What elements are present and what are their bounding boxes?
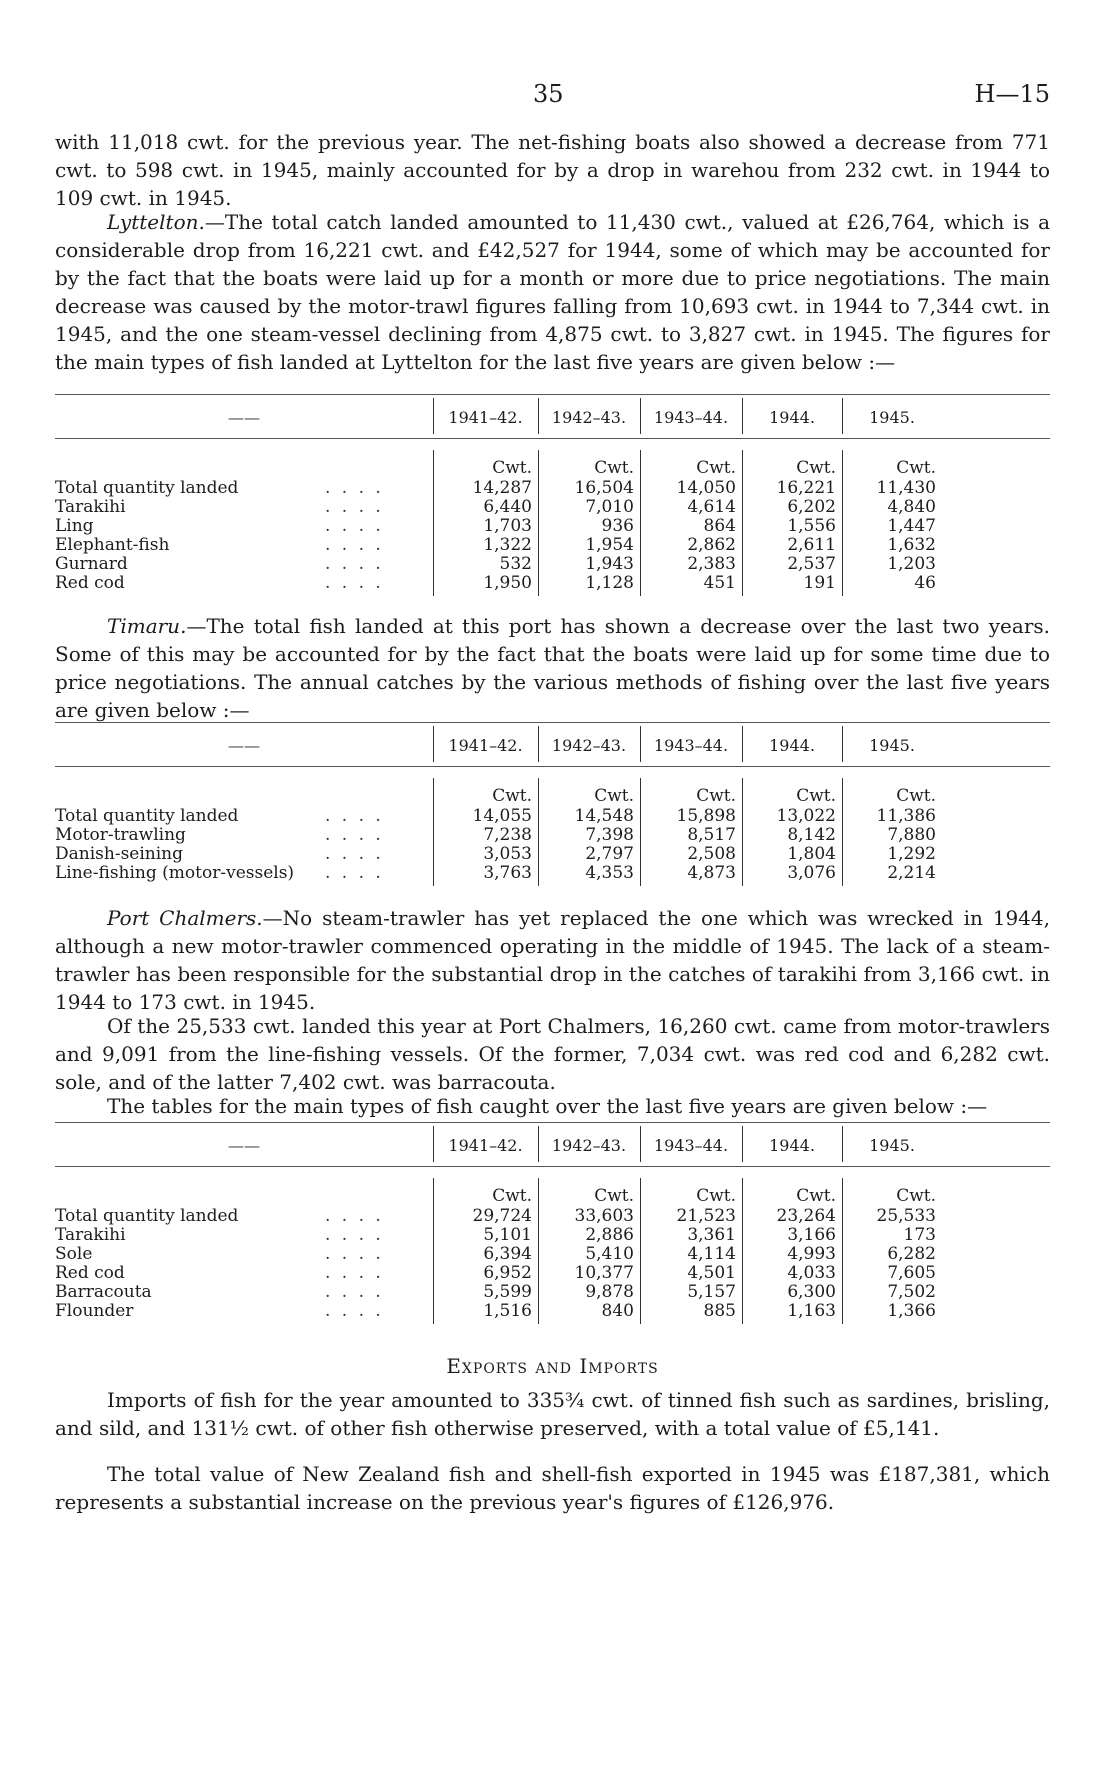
port-chalmers-table-cell: 4,114 [687, 1244, 736, 1264]
port-chalmers-table-column-header: 1943–44. [653, 1136, 729, 1155]
timaru-table-cell: 2,214 [887, 863, 936, 883]
timaru-table-unit-label: Cwt. [696, 786, 736, 806]
timaru-table-header-divider [742, 726, 743, 762]
timaru-table-cell: 3,763 [483, 863, 532, 883]
timaru-table-row-label: Line-fishing (motor-vessels) [55, 863, 295, 883]
section-title-exports-imports: Exports and Imports [446, 1354, 659, 1378]
lyttelton-table-cell: 6,440 [483, 497, 532, 517]
lyttelton-table-column-divider [538, 450, 539, 596]
timaru-table-cell: 7,238 [483, 825, 532, 845]
lyttelton-heading: Lyttelton. [107, 210, 205, 234]
timaru-table-stub-header: —— [228, 736, 260, 755]
lyttelton-table-cell: 4,840 [887, 497, 936, 517]
lyttelton-table-header-divider [538, 398, 539, 434]
port-chalmers-table-unit-label: Cwt. [796, 1186, 836, 1206]
timaru-table-column-header: 1942–43. [551, 736, 627, 755]
lyttelton-table-cell: 864 [703, 516, 736, 536]
lyttelton-table-cell: 2,383 [687, 554, 736, 574]
port-chalmers-table-cell: 5,157 [687, 1282, 736, 1302]
port-chalmers-table-dot-leader: . . . . [325, 1301, 384, 1321]
lyttelton-table-cell: 532 [499, 554, 532, 574]
lyttelton-table-row-label: Gurnard [55, 554, 128, 574]
timaru-table-cell: 7,880 [887, 825, 936, 845]
timaru-table-dot-leader: . . . . [325, 825, 384, 845]
port-chalmers-table-cell: 1,366 [887, 1301, 936, 1321]
timaru-table-column-header: 1943–44. [653, 736, 729, 755]
lyttelton-table-column-header: 1943–44. [653, 408, 729, 427]
port-chalmers-table-cell: 885 [703, 1301, 736, 1321]
lyttelton-table-header-divider [842, 398, 843, 434]
table-lyttelton [55, 394, 1050, 606]
port-chalmers-table-cell: 33,603 [574, 1206, 634, 1226]
lyttelton-text: —The total catch landed amounted to 11,430 cwt., valued at £26,764, which is a considerable drop from 16,221 cwt. and £42,527 for 1944, some of which may be accounted for by the fact that the boats were laid up for a month or more due to price negotiations. The main decrease was caused by the motor-trawl figures falling from 10,693 cwt. in 1944 to 7,344 cwt. in 1945, and the one steam-vessel declining from 4,875 cwt. to 3,827 cwt. in 1945. The figures for the main types of fish landed at Lyttelton for the last five years are given below :— [55, 210, 1050, 374]
port-chalmers-table-row-label: Barracouta [55, 1282, 152, 1302]
port-chalmers-table-row-label: Red cod [55, 1263, 125, 1283]
timaru-table-cell: 11,386 [876, 806, 936, 826]
port-chalmers-table-dot-leader: . . . . [325, 1244, 384, 1264]
lyttelton-table-cell: 11,430 [876, 478, 936, 498]
port-chalmers-table-cell: 6,394 [483, 1244, 532, 1264]
lyttelton-table-dot-leader: . . . . [325, 535, 384, 555]
port-chalmers-table-header-divider [640, 1126, 641, 1162]
lyttelton-table-column-header: 1941–42. [448, 408, 523, 427]
timaru-table-cell: 15,898 [676, 806, 736, 826]
port-chalmers-table-column-divider [433, 1178, 434, 1324]
port-chalmers-table-cell: 5,101 [483, 1225, 532, 1245]
lyttelton-table-dot-leader: . . . . [325, 497, 384, 517]
timaru-table-column-header: 1944. [769, 736, 815, 755]
timaru-table-cell: 14,548 [574, 806, 634, 826]
port-chalmers-table-cell: 7,502 [887, 1282, 936, 1302]
lyttelton-table-dot-leader: . . . . [325, 478, 384, 498]
lyttelton-table-column-divider [433, 450, 434, 596]
lyttelton-table-cell: 14,050 [676, 478, 736, 498]
paragraph-timaru [55, 612, 1050, 724]
lyttelton-table-cell: 1,447 [887, 516, 936, 536]
page-number: 35 [533, 80, 564, 108]
lyttelton-table-cell: 7,010 [585, 497, 634, 517]
timaru-text: —The total fish landed at this port has shown a decrease over the last two years. Some of this may be accounted for by the fact that the boats were laid up for some time due to price negotiations. The annual catches by the various methods of fishing over the last five years are given below :— [55, 614, 1050, 722]
lyttelton-table-cell: 1,954 [585, 535, 634, 555]
lyttelton-table-column-divider [640, 450, 641, 596]
timaru-table-header-divider [433, 726, 434, 762]
lyttelton-table-dot-leader: . . . . [325, 573, 384, 593]
page-header [55, 80, 1050, 110]
port-chalmers-table-cell: 2,886 [585, 1225, 634, 1245]
port-chalmers-table-header-divider [433, 1126, 434, 1162]
lyttelton-table-unit-label: Cwt. [896, 458, 936, 478]
port-chalmers-table-cell: 3,166 [787, 1225, 836, 1245]
lyttelton-table-unit-label: Cwt. [594, 458, 634, 478]
timaru-table-cell: 3,076 [787, 863, 836, 883]
lyttelton-table-top-rule [55, 394, 1050, 395]
lyttelton-table-cell: 1,703 [483, 516, 532, 536]
port-chalmers-table-cell: 25,533 [876, 1206, 936, 1226]
port-chalmers-table-column-header: 1941–42. [448, 1136, 523, 1155]
timaru-heading: Timaru. [107, 614, 187, 638]
port-chalmers-table-header-divider [742, 1126, 743, 1162]
port-chalmers-table-cell: 3,361 [687, 1225, 736, 1245]
lyttelton-table-row-label: Elephant-fish [55, 535, 170, 555]
lyttelton-table-dot-leader: . . . . [325, 516, 384, 536]
lyttelton-table-cell: 4,614 [687, 497, 736, 517]
port-chalmers-table-cell: 1,516 [483, 1301, 532, 1321]
lyttelton-table-header-rule [55, 438, 1050, 439]
timaru-table-cell: 8,517 [687, 825, 736, 845]
port-chalmers-table-cell: 10,377 [574, 1263, 634, 1283]
timaru-table-dot-leader: . . . . [325, 844, 384, 864]
timaru-table-cell: 4,353 [585, 863, 634, 883]
port-chalmers-table-row-label: Total quantity landed [55, 1206, 239, 1226]
table-timaru [55, 722, 1050, 894]
port-chalmers-table-cell: 23,264 [776, 1206, 836, 1226]
port-chalmers-table-cell: 4,501 [687, 1263, 736, 1283]
timaru-table-top-rule [55, 722, 1050, 723]
lyttelton-table-column-header: 1945. [869, 408, 915, 427]
port-chalmers-table-unit-label: Cwt. [594, 1186, 634, 1206]
timaru-table-row-label: Total quantity landed [55, 806, 239, 826]
port-chalmers-text: —No steam-trawler has yet replaced the one which was wrecked in 1944, although a new motor-trawler commenced operating in the middle of 1945. The lack of a steam-trawler has been responsible for the substantial drop in the catches of tarakihi from 3,166 cwt. in 1944 to 173 cwt. in 1945. [55, 906, 1050, 1014]
lyttelton-table-unit-label: Cwt. [696, 458, 736, 478]
port-chalmers-table-row-label: Flounder [55, 1301, 134, 1321]
paragraph-port-chalmers-3: The tables for the main types of fish caught over the last five years are given below :— [107, 1094, 988, 1118]
timaru-table-cell: 2,797 [585, 844, 634, 864]
paragraph-imports: Imports of fish for the year amounted to 335¾ cwt. of tinned fish such as sardines, brisling, and sild, and 131½ cwt. of other fish otherwise preserved, with a total value of £5,141. [55, 1388, 1050, 1440]
lyttelton-table-cell: 16,504 [574, 478, 634, 498]
port-chalmers-table-cell: 6,282 [887, 1244, 936, 1264]
lyttelton-table-cell: 2,862 [687, 535, 736, 555]
port-chalmers-table-unit-label: Cwt. [696, 1186, 736, 1206]
port-chalmers-table-cell: 4,993 [787, 1244, 836, 1264]
lyttelton-table-cell: 1,556 [787, 516, 836, 536]
timaru-table-cell: 13,022 [776, 806, 836, 826]
port-chalmers-table-column-header: 1942–43. [551, 1136, 627, 1155]
timaru-table-column-divider [538, 778, 539, 886]
lyttelton-table-cell: 1,950 [483, 573, 532, 593]
timaru-table-dot-leader: . . . . [325, 806, 384, 826]
lyttelton-table-stub-header: —— [228, 408, 260, 427]
port-chalmers-table-cell: 4,033 [787, 1263, 836, 1283]
port-chalmers-table-stub-header: —— [228, 1136, 260, 1155]
paragraph-lyttelton [55, 208, 1050, 376]
port-chalmers-table-header-divider [842, 1126, 843, 1162]
timaru-table-row-label: Motor-trawling [55, 825, 186, 845]
port-chalmers-table-row-label: Sole [55, 1244, 93, 1264]
port-chalmers-table-row-label: Tarakihi [55, 1225, 126, 1245]
lyttelton-table-unit-label: Cwt. [796, 458, 836, 478]
port-chalmers-table-dot-leader: . . . . [325, 1225, 384, 1245]
port-chalmers-table-header-rule [55, 1166, 1050, 1167]
timaru-table-header-divider [842, 726, 843, 762]
lyttelton-table-row-label: Total quantity landed [55, 478, 239, 498]
port-chalmers-table-dot-leader: . . . . [325, 1282, 384, 1302]
port-chalmers-table-cell: 5,410 [585, 1244, 634, 1264]
port-chalmers-table-column-header: 1944. [769, 1136, 815, 1155]
timaru-table-column-divider [433, 778, 434, 886]
timaru-table-cell: 1,292 [887, 844, 936, 864]
timaru-table-column-header: 1945. [869, 736, 915, 755]
port-chalmers-table-column-divider [640, 1178, 641, 1324]
timaru-table-cell: 2,508 [687, 844, 736, 864]
lyttelton-table-header-divider [640, 398, 641, 434]
timaru-table-column-header: 1941–42. [448, 736, 523, 755]
port-chalmers-table-unit-label: Cwt. [896, 1186, 936, 1206]
timaru-table-header-divider [538, 726, 539, 762]
timaru-table-cell: 3,053 [483, 844, 532, 864]
timaru-table-cell: 14,055 [472, 806, 532, 826]
lyttelton-table-cell: 936 [601, 516, 634, 536]
port-chalmers-table-dot-leader: . . . . [325, 1206, 384, 1226]
port-chalmers-table-cell: 29,724 [472, 1206, 532, 1226]
port-chalmers-table-column-header: 1945. [869, 1136, 915, 1155]
lyttelton-table-cell: 1,322 [483, 535, 532, 555]
port-chalmers-table-cell: 6,952 [483, 1263, 532, 1283]
port-chalmers-table-dot-leader: . . . . [325, 1263, 384, 1283]
lyttelton-table-column-header: 1942–43. [551, 408, 627, 427]
timaru-table-unit-label: Cwt. [594, 786, 634, 806]
paragraph-port-chalmers [55, 904, 1050, 1016]
lyttelton-table-cell: 46 [914, 573, 936, 593]
timaru-table-cell: 4,873 [687, 863, 736, 883]
port-chalmers-table-cell: 173 [903, 1225, 936, 1245]
timaru-table-header-divider [640, 726, 641, 762]
paragraph-exports: The total value of New Zealand fish and shell-fish exported in 1945 was £187,381, which represents a substantial increase on the previous year's figures of £126,976. [55, 1462, 1050, 1514]
port-chalmers-table-cell: 840 [601, 1301, 634, 1321]
lyttelton-table-cell: 1,128 [585, 573, 634, 593]
port-chalmers-table-cell: 6,300 [787, 1282, 836, 1302]
timaru-table-dot-leader: . . . . [325, 863, 384, 883]
lyttelton-table-cell: 2,537 [787, 554, 836, 574]
paragraph-port-chalmers-2: Of the 25,533 cwt. landed this year at Port Chalmers, 16,260 cwt. came from motor-trawlers and 9,091 from the line-fishing vessels. Of the former, 7,034 cwt. was red cod and 6,282 cwt. sole, and of the latter 7,402 cwt. was barracouta. [55, 1014, 1050, 1094]
lyttelton-table-cell: 451 [703, 573, 736, 593]
lyttelton-table-row-label: Tarakihi [55, 497, 126, 517]
timaru-table-header-rule [55, 766, 1050, 767]
timaru-table-unit-label: Cwt. [896, 786, 936, 806]
timaru-table-unit-label: Cwt. [796, 786, 836, 806]
lyttelton-table-header-divider [433, 398, 434, 434]
lyttelton-table-cell: 16,221 [776, 478, 836, 498]
port-chalmers-table-cell: 9,878 [585, 1282, 634, 1302]
port-chalmers-table-cell: 7,605 [887, 1263, 936, 1283]
lyttelton-table-dot-leader: . . . . [325, 554, 384, 574]
lyttelton-table-cell: 1,943 [585, 554, 634, 574]
timaru-table-column-divider [640, 778, 641, 886]
timaru-table-cell: 7,398 [585, 825, 634, 845]
timaru-table-cell: 1,804 [787, 844, 836, 864]
paragraph-continuation: with 11,018 cwt. for the previous year. The net-fishing boats also showed a decrease from 771 cwt. to 598 cwt. in 1945, mainly accounted for by a drop in warehou from 232 cwt. in 1944 to 109 cwt. in 1945. [55, 130, 1050, 210]
table-port-chalmers [55, 1122, 1050, 1334]
port-chalmers-table-cell: 21,523 [676, 1206, 736, 1226]
port-chalmers-table-unit-label: Cwt. [492, 1186, 532, 1206]
timaru-table-unit-label: Cwt. [492, 786, 532, 806]
lyttelton-table-cell: 6,202 [787, 497, 836, 517]
timaru-table-cell: 8,142 [787, 825, 836, 845]
port-chalmers-heading: Port Chalmers. [107, 906, 263, 930]
port-chalmers-table-cell: 5,599 [483, 1282, 532, 1302]
port-chalmers-table-column-divider [538, 1178, 539, 1324]
lyttelton-table-cell: 14,287 [472, 478, 532, 498]
document-reference: H—15 [974, 80, 1050, 108]
lyttelton-table-column-header: 1944. [769, 408, 815, 427]
port-chalmers-table-cell: 1,163 [787, 1301, 836, 1321]
lyttelton-table-cell: 2,611 [787, 535, 836, 555]
lyttelton-table-header-divider [742, 398, 743, 434]
lyttelton-table-cell: 1,632 [887, 535, 936, 555]
lyttelton-table-row-label: Ling [55, 516, 94, 536]
lyttelton-table-cell: 1,203 [887, 554, 936, 574]
port-chalmers-table-header-divider [538, 1126, 539, 1162]
lyttelton-table-unit-label: Cwt. [492, 458, 532, 478]
lyttelton-table-cell: 191 [803, 573, 836, 593]
timaru-table-row-label: Danish-seining [55, 844, 184, 864]
lyttelton-table-row-label: Red cod [55, 573, 125, 593]
port-chalmers-table-top-rule [55, 1122, 1050, 1123]
